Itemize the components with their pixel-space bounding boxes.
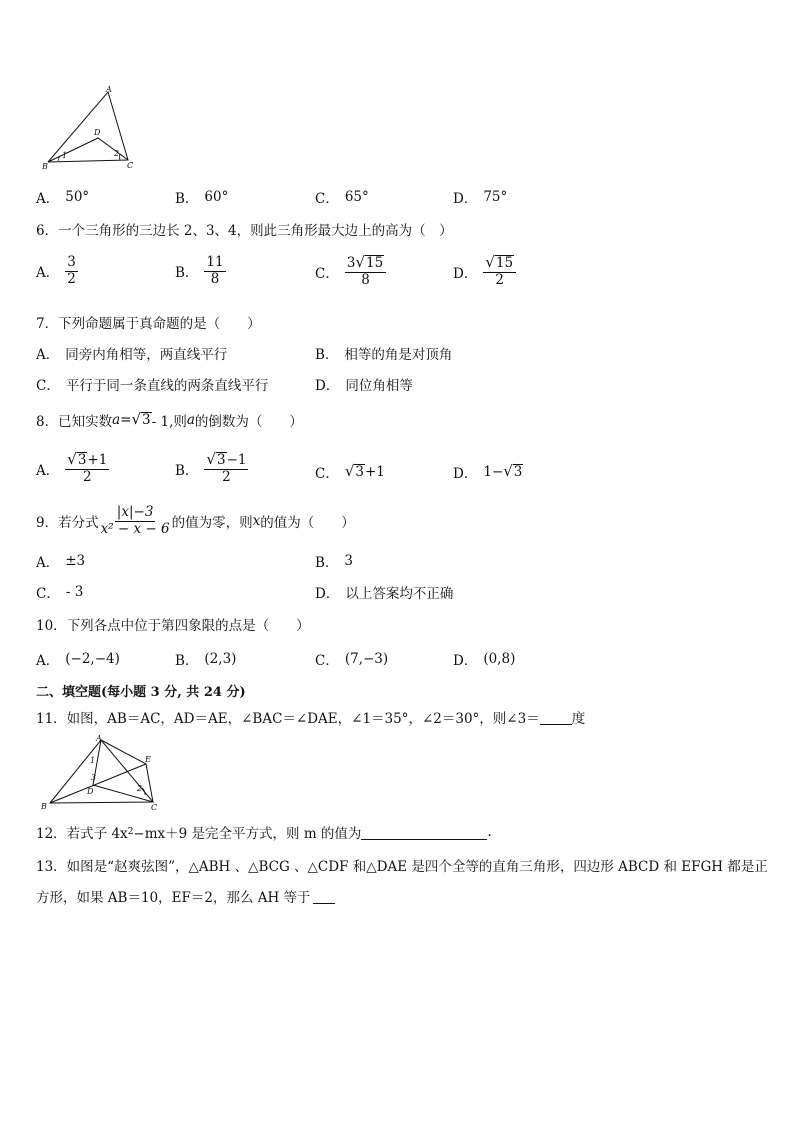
option-text: (2,3) — [204, 651, 237, 667]
fig5-angle-1: 1 — [62, 151, 68, 160]
option-text: ±3 — [65, 553, 86, 569]
q7-option-a[interactable] — [36, 343, 227, 363]
numerator — [345, 255, 386, 273]
fraction — [345, 255, 386, 288]
q8-stem-tail: - 1,则 — [151, 414, 187, 430]
radicand: 3 — [513, 464, 523, 481]
option-text: - 3 — [65, 584, 84, 600]
q10-option-b[interactable] — [175, 649, 236, 669]
option-label: D． — [453, 191, 478, 207]
radicand: 15 — [495, 255, 514, 271]
sqrt: √ 3 — [67, 450, 87, 468]
q8-stem — [36, 410, 303, 430]
numerator-tail: +1 — [87, 452, 108, 468]
option-label: B． — [175, 265, 199, 282]
q5-triangle-figure — [36, 86, 140, 170]
option-label: C． — [36, 586, 60, 602]
option-label: D． — [315, 586, 340, 602]
option-text: 65° — [344, 189, 369, 205]
option-label: D． — [453, 265, 478, 282]
q8-stem-before: 8．已知实数 — [36, 414, 113, 430]
q9-stem — [36, 505, 355, 537]
numerator: 11 — [206, 254, 224, 270]
fig5-angle-2: 2 — [114, 149, 120, 158]
fig11-label-c: C — [151, 803, 158, 812]
sqrt: √ 3 — [206, 450, 226, 468]
option-label: D． — [315, 378, 340, 394]
option-text: 75° — [483, 189, 508, 205]
option-tail: +1 — [365, 464, 385, 480]
option-text: 同位角相等 — [345, 378, 413, 394]
fig11-label-a: A — [96, 734, 102, 743]
coefficient: 3 — [346, 255, 356, 271]
q5-option-c[interactable] — [315, 187, 369, 207]
numerator — [483, 255, 516, 273]
q8-option-b[interactable] — [175, 452, 248, 485]
q6-option-d[interactable] — [453, 255, 516, 288]
q5-option-a[interactable] — [36, 187, 89, 207]
fig5-label-b: B — [42, 162, 48, 170]
q10-option-c[interactable] — [315, 649, 388, 669]
q8-stem-after: 的倒数为（ ） — [194, 414, 303, 430]
q8-option-a[interactable] — [36, 452, 109, 485]
fig11-label-d: D — [87, 787, 94, 796]
fig5-label-d: D — [94, 128, 101, 137]
q12-stem — [36, 822, 492, 842]
variable-x: x — [252, 513, 261, 530]
option-label: B． — [175, 462, 199, 479]
option-label: B． — [315, 555, 339, 571]
option-text: 相等的角是对顶角 — [344, 347, 453, 363]
denominator: 2 — [222, 468, 231, 485]
q13-stem-line2 — [36, 886, 335, 906]
equals: = — [120, 412, 132, 428]
sqrt: √ 3 — [344, 462, 364, 481]
answer-blank[interactable] — [313, 889, 335, 904]
q7-option-b[interactable] — [315, 343, 452, 363]
q9-option-a[interactable] — [36, 551, 85, 571]
q13-stem-line1: 13．如图是“赵爽弦图”，△ABH 、△BCG 、△CDF 和△DAE 是四个全等的直角三角形，四边形 ABCD 和 EFGH 都是正 — [36, 859, 768, 875]
denominator: 2 — [495, 271, 504, 288]
option-label: A． — [36, 191, 60, 207]
q12-stem-before: 12．若式子 4x — [36, 826, 128, 842]
radicand: 3 — [216, 452, 226, 468]
q6-option-a[interactable] — [36, 255, 78, 287]
fraction — [483, 255, 516, 288]
variable-a: a — [112, 412, 121, 428]
q9-stem-before: 9．若分式 — [36, 515, 99, 532]
option-text: 平行于同一条直线的两条直线平行 — [65, 378, 269, 394]
numerator: 3 — [67, 254, 76, 270]
option-text: (−2,−4) — [65, 651, 120, 667]
q10-option-a[interactable] — [36, 649, 120, 669]
option-label: D． — [453, 466, 478, 482]
fraction — [204, 255, 225, 287]
option-label: C． — [315, 466, 339, 482]
option-text: 以上答案均不正确 — [345, 586, 454, 602]
fraction — [65, 255, 78, 287]
q9-option-b[interactable] — [315, 551, 353, 571]
sqrt: √ 15 — [485, 253, 514, 271]
q7-stem: 7．下列命题属于真命题的是（ ） — [36, 316, 261, 332]
denominator: 8 — [361, 271, 370, 288]
numerator: |x|−3 — [116, 504, 154, 520]
denominator: 2 — [82, 468, 92, 485]
sqrt: √ 15 — [355, 253, 384, 271]
q9-option-d[interactable] — [315, 582, 453, 602]
option-label: C． — [315, 653, 339, 669]
fig11-angle-1: 1 — [90, 756, 96, 765]
q6-option-c[interactable] — [315, 255, 386, 288]
q11-stem-after: 度 — [571, 711, 586, 727]
fraction — [99, 505, 172, 537]
fig11-angle-2: 2 — [137, 784, 143, 793]
option-label: B． — [175, 653, 199, 669]
option-text: (7,−3) — [344, 651, 389, 667]
exponent: 2 — [127, 827, 134, 837]
q13-stem-text: 方形，如果 AB＝10，EF＝2，那么 AH 等于 — [36, 890, 311, 906]
sqrt: √ 3 — [131, 410, 151, 429]
option-label: A． — [36, 347, 60, 363]
variable-a: a — [186, 412, 195, 428]
q6-option-b[interactable] — [175, 255, 226, 287]
option-label: A． — [36, 555, 60, 571]
option-label: C． — [315, 265, 339, 282]
fraction — [204, 452, 248, 485]
option-label: A． — [36, 265, 60, 282]
q12-stem-end: . — [487, 824, 492, 840]
sqrt: √ 3 — [503, 462, 523, 481]
option-text: 3 — [344, 553, 354, 569]
fig5-label-a: A — [106, 86, 112, 94]
q9-stem-after: 的值为（ ） — [260, 515, 355, 532]
fig11-label-b: B — [41, 802, 47, 811]
fig11-angle-3: 3 — [91, 773, 97, 782]
option-head: 1− — [483, 464, 504, 480]
q7-option-d[interactable] — [315, 374, 413, 394]
option-label: B． — [315, 347, 339, 363]
option-label: D． — [453, 653, 478, 669]
option-label: A． — [36, 462, 60, 479]
q11-stem — [36, 707, 585, 727]
radicand: 3 — [355, 464, 364, 481]
q11-triangle-figure — [38, 733, 168, 813]
q11-stem-text: 11．如图，AB＝AC，AD＝AE，∠BAC＝∠DAE，∠1＝35°，∠2＝30°，则∠3＝ — [36, 711, 540, 727]
option-text: (0,8) — [483, 651, 516, 667]
answer-blank[interactable] — [540, 710, 572, 725]
q5-option-d[interactable] — [453, 187, 507, 207]
option-label: C． — [315, 191, 339, 207]
q10-option-d[interactable] — [453, 649, 515, 669]
fig5-label-c: C — [127, 161, 134, 170]
q10-stem: 10．下列各点中位于第四象限的点是（ ） — [36, 618, 310, 634]
q7-option-c[interactable] — [36, 374, 268, 394]
radicand: 3 — [77, 452, 87, 468]
answer-blank[interactable] — [361, 825, 487, 840]
section-heading: 二、填空题(每小题 3 分, 共 24 分) — [36, 685, 246, 700]
denominator: x² − x − 6 — [100, 520, 170, 537]
q6-stem: 6．一个三角形的三边长 2、3、4，则此三角形最大边上的高为（ ） — [36, 223, 453, 239]
fraction — [65, 452, 109, 485]
numerator — [204, 452, 248, 470]
numerator — [65, 452, 109, 470]
option-label: B． — [175, 191, 199, 207]
option-label: C． — [36, 378, 60, 394]
q5-option-b[interactable] — [175, 187, 228, 207]
radicand: 3 — [142, 412, 151, 429]
option-text: 50° — [65, 189, 90, 205]
q9-stem-mid: 的值为零，则 — [171, 515, 253, 532]
q8-option-d[interactable] — [453, 462, 523, 482]
q8-option-c[interactable] — [315, 462, 385, 482]
q12-stem-after: −mx＋9 是完全平方式，则 m 的值为 — [133, 826, 362, 842]
option-text: 同旁内角相等，两直线平行 — [65, 347, 228, 363]
option-label: A． — [36, 653, 60, 669]
numerator-tail: −1 — [226, 452, 247, 468]
radicand: 15 — [366, 255, 384, 271]
q9-option-c[interactable] — [36, 582, 83, 602]
denominator: 2 — [67, 270, 76, 287]
option-text: 60° — [204, 189, 229, 205]
denominator: 8 — [210, 270, 220, 287]
fig11-label-e: E — [145, 755, 151, 764]
